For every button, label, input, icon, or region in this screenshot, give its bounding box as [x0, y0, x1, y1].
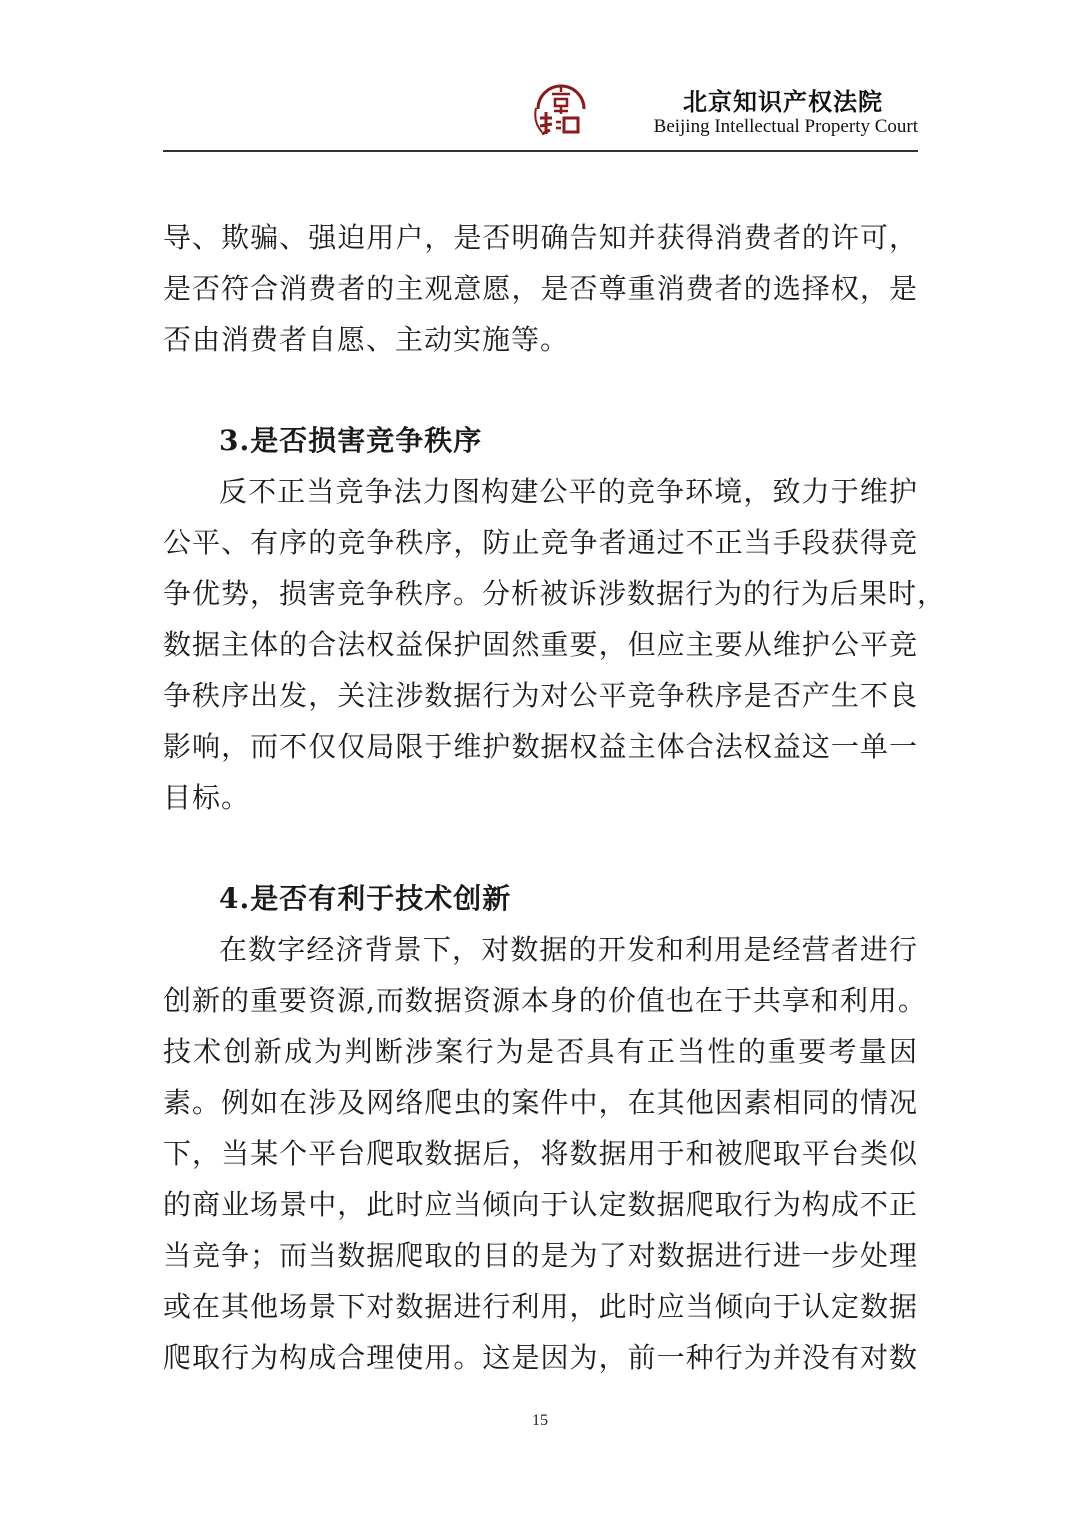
text-line: 数据主体的合法权益保护固然重要，但应主要从维护公平竞 — [163, 628, 918, 661]
text-line: 素。例如在涉及网络爬虫的案件中，在其他因素相同的情况 — [163, 1086, 918, 1119]
text-line: 技术创新成为判断涉案行为是否具有正当性的重要考量因 — [163, 1035, 918, 1068]
page-header — [163, 74, 918, 152]
text-line: 当竞争；而当数据爬取的目的是为了对数据进行进一步处理 — [163, 1239, 918, 1272]
text-line: 影响，而不仅仅局限于维护数据权益主体合法权益这一单一 — [163, 730, 918, 763]
document-body — [163, 212, 947, 1383]
text-line: 目标。 — [163, 781, 251, 814]
text-line: 的商业场景中，此时应当倾向于认定数据爬取行为构成不正 — [163, 1188, 918, 1221]
court-name-en: Beijing Intellectual Property Court — [653, 116, 918, 137]
text-line: 创新的重要资源,而数据资源本身的价值也在于共享和利用。 — [163, 984, 927, 1017]
text-line: 下，当某个平台爬取数据后，将数据用于和被爬取平台类似 — [163, 1137, 918, 1170]
text-line: 或在其他场景下对数据进行利用，此时应当倾向于认定数据 — [163, 1290, 918, 1323]
text-line: 在数字经济背景下，对数据的开发和利用是经营者进行 — [219, 933, 918, 966]
text-line: 爬取行为构成合理使用。这是因为，前一种行为并没有对数 — [163, 1341, 918, 1374]
section-heading-4: 4.是否有利于技术创新 — [219, 882, 512, 915]
text-line: 反不正当竞争法力图构建公平的竞争环境，致力于维护 — [219, 475, 918, 508]
court-name-cn: 北京知识产权法院 — [683, 88, 883, 116]
court-seal-icon — [530, 78, 592, 140]
page-number: 15 — [532, 1412, 548, 1429]
text-line: 争优势，损害竞争秩序。分析被诉涉数据行为的行为后果时， — [163, 577, 947, 610]
paragraph-competition-order — [163, 466, 947, 823]
text-line: 是否符合消费者的主观意愿，是否尊重消费者的选择权，是 — [163, 272, 918, 305]
text-line: 否由消费者自愿、主动实施等。 — [163, 323, 570, 356]
text-line: 争秩序出发，关注涉数据行为对公平竞争秩序是否产生不良 — [163, 679, 918, 712]
paragraph-technical-innovation — [163, 924, 927, 1383]
paragraph-consumer-consent — [163, 212, 918, 365]
text-line: 公平、有序的竞争秩序，防止竞争者通过不正当手段获得竞 — [163, 526, 918, 559]
text-line: 导、欺骗、强迫用户，是否明确告知并获得消费者的许可， — [163, 221, 918, 254]
section-heading-3: 3.是否损害竞争秩序 — [219, 424, 483, 457]
